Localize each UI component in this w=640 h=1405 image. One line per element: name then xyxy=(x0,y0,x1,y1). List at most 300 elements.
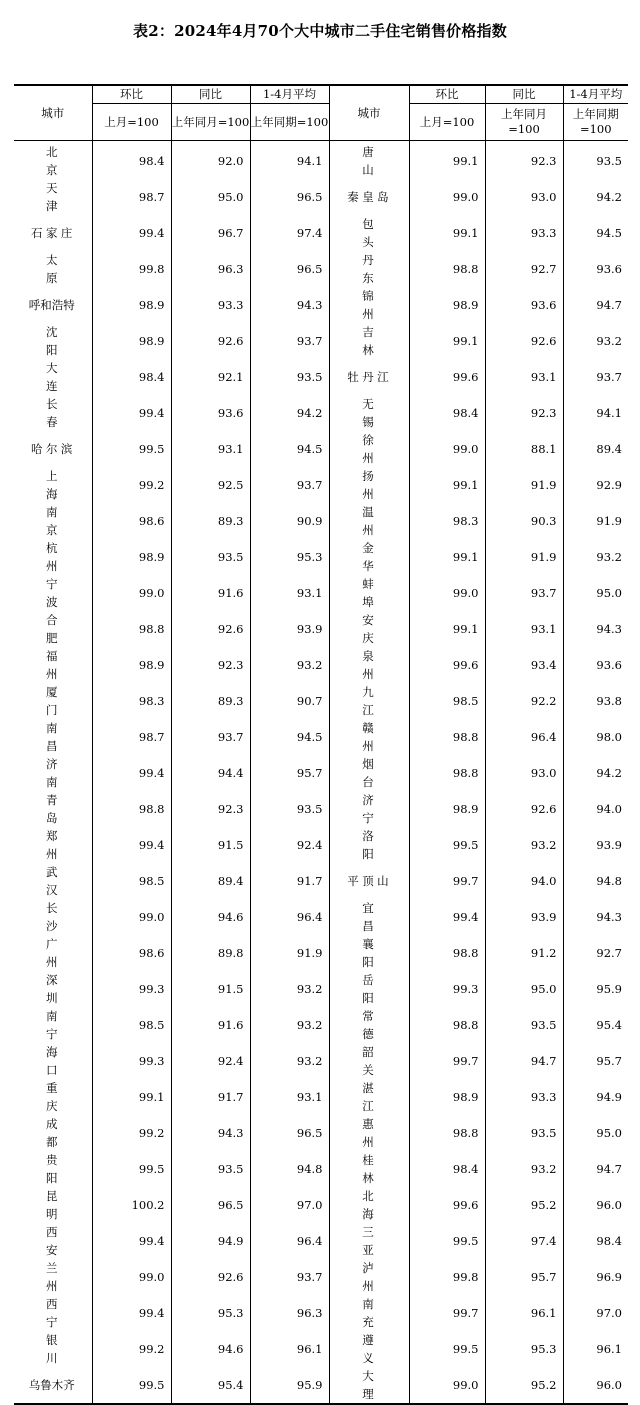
avg-value-right: 95.0 xyxy=(563,1115,628,1151)
mom-value-right: 99.6 xyxy=(409,647,485,683)
table-row xyxy=(14,1187,628,1223)
yoy-value-left: 91.6 xyxy=(171,575,250,611)
yoy-value-right: 93.1 xyxy=(485,359,563,395)
city-name-right: 烟台 xyxy=(329,755,409,791)
avg-value-left: 93.7 xyxy=(250,1259,329,1295)
mom-value-left: 99.0 xyxy=(92,1259,171,1295)
avg-value-left: 93.1 xyxy=(250,1079,329,1115)
city-name-left: 广州 xyxy=(45,937,76,969)
yoy-value-left: 95.3 xyxy=(171,1295,250,1331)
yoy-value-right: 93.7 xyxy=(485,575,563,611)
yoy-value-right: 97.4 xyxy=(485,1223,563,1259)
yoy-value-left: 94.6 xyxy=(171,1331,250,1367)
city-name-right: 洛阳 xyxy=(329,827,409,863)
yoy-value-right: 95.0 xyxy=(485,971,563,1007)
avg-value-left: 93.7 xyxy=(250,323,329,359)
yoy-value-right: 92.7 xyxy=(485,251,563,287)
avg-value-right: 94.9 xyxy=(563,1079,628,1115)
mom-value-left: 98.4 xyxy=(92,359,171,395)
mom-value-left: 99.4 xyxy=(92,395,171,431)
city-name-left: 深圳 xyxy=(45,973,76,1005)
city-name-right: 温州 xyxy=(329,503,409,539)
table-row xyxy=(14,1259,628,1295)
table-row xyxy=(14,359,628,395)
table-row xyxy=(14,141,628,180)
city-name-right: 韶关 xyxy=(329,1043,409,1079)
mom-value-right: 98.4 xyxy=(409,1151,485,1187)
header-mom-base-left: 上月=100 xyxy=(92,104,171,141)
yoy-value-right: 93.3 xyxy=(485,215,563,251)
price-index-table xyxy=(14,84,628,1405)
mom-value-left: 98.9 xyxy=(92,287,171,323)
city-name-right: 泸州 xyxy=(329,1259,409,1295)
yoy-value-left: 94.4 xyxy=(171,755,250,791)
yoy-value-left: 93.6 xyxy=(171,395,250,431)
city-name-right: 九江 xyxy=(329,683,409,719)
city-name-right: 岳阳 xyxy=(329,971,409,1007)
table-row xyxy=(14,791,628,827)
header-city-left: 城市 xyxy=(14,85,92,141)
city-name-right: 泉州 xyxy=(329,647,409,683)
mom-value-right: 99.1 xyxy=(409,539,485,575)
yoy-value-left: 94.9 xyxy=(171,1223,250,1259)
avg-value-right: 94.5 xyxy=(563,215,628,251)
yoy-value-left: 96.5 xyxy=(171,1187,250,1223)
mom-value-right: 98.8 xyxy=(409,755,485,791)
mom-value-left: 100.2 xyxy=(92,1187,171,1223)
city-name-left: 贵阳 xyxy=(45,1153,76,1185)
yoy-value-right: 95.3 xyxy=(485,1331,563,1367)
yoy-value-right: 94.0 xyxy=(485,863,563,899)
avg-value-right: 95.0 xyxy=(563,575,628,611)
header-yoy-base-left: 上年同月=100 xyxy=(171,104,250,141)
table-row xyxy=(14,1295,628,1331)
yoy-value-right: 91.2 xyxy=(485,935,563,971)
yoy-value-left: 89.4 xyxy=(171,863,250,899)
table-row xyxy=(14,755,628,791)
avg-value-left: 93.5 xyxy=(250,359,329,395)
yoy-value-left: 93.5 xyxy=(171,1151,250,1187)
table-row xyxy=(14,431,628,467)
yoy-value-left: 93.5 xyxy=(171,539,250,575)
table-row xyxy=(14,683,628,719)
city-name-left: 青岛 xyxy=(45,793,76,825)
header-mom-right: 环比 xyxy=(409,85,485,104)
city-name-right: 无锡 xyxy=(329,395,409,431)
yoy-value-left: 95.0 xyxy=(171,179,250,215)
avg-value-left: 97.4 xyxy=(250,215,329,251)
city-name-right: 南充 xyxy=(329,1295,409,1331)
city-name-left: 西安 xyxy=(45,1225,76,1257)
mom-value-left: 99.1 xyxy=(92,1079,171,1115)
mom-value-left: 99.0 xyxy=(92,899,171,935)
mom-value-right: 98.8 xyxy=(409,1007,485,1043)
yoy-value-left: 96.7 xyxy=(171,215,250,251)
yoy-value-right: 88.1 xyxy=(485,431,563,467)
header-yoy-left: 同比 xyxy=(171,85,250,104)
mom-value-left: 98.9 xyxy=(92,647,171,683)
yoy-value-right: 95.7 xyxy=(485,1259,563,1295)
yoy-value-right: 95.2 xyxy=(485,1367,563,1404)
yoy-value-left: 94.6 xyxy=(171,899,250,935)
avg-value-left: 94.1 xyxy=(250,141,329,180)
avg-value-left: 91.7 xyxy=(250,863,329,899)
avg-value-left: 90.9 xyxy=(250,503,329,539)
mom-value-left: 99.4 xyxy=(92,827,171,863)
city-name-left: 济南 xyxy=(45,757,76,789)
avg-value-left: 96.4 xyxy=(250,1223,329,1259)
avg-value-left: 93.2 xyxy=(250,1007,329,1043)
yoy-value-left: 92.6 xyxy=(171,611,250,647)
city-name-right: 惠州 xyxy=(329,1115,409,1151)
yoy-value-right: 91.9 xyxy=(485,467,563,503)
mom-value-left: 99.3 xyxy=(92,1043,171,1079)
mom-value-left: 99.4 xyxy=(92,755,171,791)
city-name-left: 天津 xyxy=(45,181,76,213)
city-name-left: 海口 xyxy=(45,1045,76,1077)
mom-value-left: 99.8 xyxy=(92,251,171,287)
city-name-left: 哈尔滨 xyxy=(31,442,76,456)
city-name-right: 包头 xyxy=(329,215,409,251)
yoy-value-left: 92.0 xyxy=(171,141,250,180)
yoy-value-left: 92.6 xyxy=(171,323,250,359)
city-name-right: 蚌埠 xyxy=(329,575,409,611)
city-name-right: 常德 xyxy=(329,1007,409,1043)
city-name-right: 吉林 xyxy=(329,323,409,359)
mom-value-right: 99.0 xyxy=(409,575,485,611)
avg-value-right: 94.8 xyxy=(563,863,628,899)
yoy-value-right: 91.9 xyxy=(485,539,563,575)
table-row xyxy=(14,899,628,935)
city-name-left: 南京 xyxy=(45,505,76,537)
mom-value-right: 98.8 xyxy=(409,719,485,755)
mom-value-right: 98.5 xyxy=(409,683,485,719)
header-avg-left: 1-4月平均 xyxy=(250,85,329,104)
city-name-right: 宜昌 xyxy=(329,899,409,935)
table-row xyxy=(14,215,628,251)
mom-value-right: 99.1 xyxy=(409,611,485,647)
mom-value-right: 99.1 xyxy=(409,467,485,503)
city-name-left: 北京 xyxy=(45,145,76,177)
yoy-value-left: 93.1 xyxy=(171,431,250,467)
table-row xyxy=(14,719,628,755)
city-name-right: 丹东 xyxy=(329,251,409,287)
avg-value-left: 94.8 xyxy=(250,1151,329,1187)
city-name-right: 赣州 xyxy=(329,719,409,755)
yoy-value-left: 92.3 xyxy=(171,647,250,683)
avg-value-right: 92.7 xyxy=(563,935,628,971)
yoy-value-right: 93.6 xyxy=(485,287,563,323)
avg-value-right: 93.6 xyxy=(563,647,628,683)
yoy-value-right: 92.3 xyxy=(485,395,563,431)
city-name-right: 遵义 xyxy=(329,1331,409,1367)
table-row xyxy=(14,179,628,215)
yoy-value-left: 93.7 xyxy=(171,719,250,755)
yoy-value-left: 96.3 xyxy=(171,251,250,287)
city-name-left: 郑州 xyxy=(45,829,76,861)
avg-value-right: 94.3 xyxy=(563,611,628,647)
table-row xyxy=(14,935,628,971)
yoy-value-left: 92.6 xyxy=(171,1259,250,1295)
table-row xyxy=(14,503,628,539)
mom-value-left: 99.2 xyxy=(92,1115,171,1151)
yoy-value-right: 92.3 xyxy=(485,141,563,180)
city-name-right: 桂林 xyxy=(329,1151,409,1187)
header-avg-base-right: 上年同期=100 xyxy=(563,104,628,141)
avg-value-left: 96.4 xyxy=(250,899,329,935)
avg-value-right: 94.7 xyxy=(563,1151,628,1187)
avg-value-left: 96.1 xyxy=(250,1331,329,1367)
avg-value-right: 98.4 xyxy=(563,1223,628,1259)
yoy-value-left: 89.3 xyxy=(171,503,250,539)
table-row xyxy=(14,1043,628,1079)
city-name-right: 大理 xyxy=(329,1367,409,1404)
avg-value-right: 93.2 xyxy=(563,323,628,359)
mom-value-right: 99.7 xyxy=(409,863,485,899)
header-avg-right: 1-4月平均 xyxy=(563,85,628,104)
table-row xyxy=(14,539,628,575)
yoy-value-right: 94.7 xyxy=(485,1043,563,1079)
city-name-right: 襄阳 xyxy=(329,935,409,971)
mom-value-left: 99.5 xyxy=(92,1151,171,1187)
city-name-left: 银川 xyxy=(45,1333,76,1365)
mom-value-left: 98.5 xyxy=(92,1007,171,1043)
yoy-value-left: 89.8 xyxy=(171,935,250,971)
city-name-right: 金华 xyxy=(329,539,409,575)
mom-value-left: 98.7 xyxy=(92,719,171,755)
avg-value-left: 90.7 xyxy=(250,683,329,719)
yoy-value-right: 96.1 xyxy=(485,1295,563,1331)
yoy-value-left: 92.4 xyxy=(171,1043,250,1079)
city-name-right: 锦州 xyxy=(329,287,409,323)
mom-value-right: 99.6 xyxy=(409,1187,485,1223)
city-name-left: 兰州 xyxy=(45,1261,76,1293)
mom-value-left: 99.4 xyxy=(92,1223,171,1259)
avg-value-left: 93.9 xyxy=(250,611,329,647)
city-name-right: 安庆 xyxy=(329,611,409,647)
yoy-value-right: 93.4 xyxy=(485,647,563,683)
header-mom-left: 环比 xyxy=(92,85,171,104)
table-row xyxy=(14,1079,628,1115)
avg-value-left: 96.5 xyxy=(250,179,329,215)
table-row xyxy=(14,395,628,431)
avg-value-right: 95.7 xyxy=(563,1043,628,1079)
mom-value-right: 99.8 xyxy=(409,1259,485,1295)
avg-value-left: 97.0 xyxy=(250,1187,329,1223)
avg-value-right: 93.6 xyxy=(563,251,628,287)
mom-value-right: 98.9 xyxy=(409,791,485,827)
table-row xyxy=(14,1115,628,1151)
yoy-value-right: 92.2 xyxy=(485,683,563,719)
avg-value-right: 97.0 xyxy=(563,1295,628,1331)
yoy-value-right: 93.0 xyxy=(485,179,563,215)
avg-value-right: 94.2 xyxy=(563,755,628,791)
city-name-left: 石家庄 xyxy=(31,226,76,240)
avg-value-right: 93.2 xyxy=(563,539,628,575)
mom-value-right: 99.5 xyxy=(409,1223,485,1259)
yoy-value-right: 93.2 xyxy=(485,827,563,863)
city-name-left: 南宁 xyxy=(45,1009,76,1041)
avg-value-right: 96.9 xyxy=(563,1259,628,1295)
avg-value-right: 93.5 xyxy=(563,141,628,180)
yoy-value-right: 90.3 xyxy=(485,503,563,539)
avg-value-right: 96.1 xyxy=(563,1331,628,1367)
city-name-left: 太原 xyxy=(45,253,76,285)
city-name-right: 牡丹江 xyxy=(329,359,409,395)
city-name-left: 乌鲁木齐 xyxy=(14,1367,92,1404)
table-header xyxy=(14,85,628,141)
yoy-value-right: 93.3 xyxy=(485,1079,563,1115)
city-name-right: 平顶山 xyxy=(329,863,409,899)
yoy-value-left: 93.3 xyxy=(171,287,250,323)
city-name-left: 杭州 xyxy=(45,541,76,573)
avg-value-left: 93.2 xyxy=(250,647,329,683)
avg-value-right: 95.9 xyxy=(563,971,628,1007)
mom-value-left: 98.9 xyxy=(92,539,171,575)
avg-value-right: 93.9 xyxy=(563,827,628,863)
mom-value-left: 99.0 xyxy=(92,575,171,611)
avg-value-right: 96.0 xyxy=(563,1367,628,1404)
table-row xyxy=(14,647,628,683)
city-name-left: 福州 xyxy=(45,649,76,681)
mom-value-left: 98.9 xyxy=(92,323,171,359)
mom-value-right: 98.3 xyxy=(409,503,485,539)
avg-value-right: 98.0 xyxy=(563,719,628,755)
mom-value-right: 98.9 xyxy=(409,287,485,323)
city-name-left: 西宁 xyxy=(45,1297,76,1329)
mom-value-right: 99.7 xyxy=(409,1043,485,1079)
mom-value-right: 99.1 xyxy=(409,141,485,180)
avg-value-right: 96.0 xyxy=(563,1187,628,1223)
mom-value-right: 99.0 xyxy=(409,431,485,467)
city-name-left: 大连 xyxy=(45,361,76,393)
mom-value-right: 99.5 xyxy=(409,827,485,863)
mom-value-right: 98.8 xyxy=(409,1115,485,1151)
avg-value-left: 93.5 xyxy=(250,791,329,827)
yoy-value-left: 91.5 xyxy=(171,971,250,1007)
city-name-right: 北海 xyxy=(329,1187,409,1223)
avg-value-left: 92.4 xyxy=(250,827,329,863)
table-row xyxy=(14,1223,628,1259)
table-row xyxy=(14,323,628,359)
city-name-left: 厦门 xyxy=(45,685,76,717)
yoy-value-left: 92.5 xyxy=(171,467,250,503)
yoy-value-right: 93.2 xyxy=(485,1151,563,1187)
city-name-left: 沈阳 xyxy=(45,325,76,357)
yoy-value-left: 94.3 xyxy=(171,1115,250,1151)
mom-value-left: 98.3 xyxy=(92,683,171,719)
mom-value-left: 98.8 xyxy=(92,791,171,827)
yoy-value-right: 92.6 xyxy=(485,791,563,827)
city-name-left: 成都 xyxy=(45,1117,76,1149)
table-row xyxy=(14,467,628,503)
yoy-value-right: 93.0 xyxy=(485,755,563,791)
yoy-value-right: 92.6 xyxy=(485,323,563,359)
yoy-value-left: 89.3 xyxy=(171,683,250,719)
city-name-left: 南昌 xyxy=(45,721,76,753)
mom-value-right: 99.3 xyxy=(409,971,485,1007)
table-row xyxy=(14,251,628,287)
yoy-value-left: 92.3 xyxy=(171,791,250,827)
mom-value-left: 99.2 xyxy=(92,467,171,503)
avg-value-left: 94.5 xyxy=(250,431,329,467)
city-name-left: 上海 xyxy=(45,469,76,501)
table-row xyxy=(14,1151,628,1187)
mom-value-left: 99.5 xyxy=(92,431,171,467)
city-name-right: 扬州 xyxy=(329,467,409,503)
mom-value-right: 98.8 xyxy=(409,251,485,287)
avg-value-right: 94.3 xyxy=(563,899,628,935)
yoy-value-right: 95.2 xyxy=(485,1187,563,1223)
yoy-value-right: 93.1 xyxy=(485,611,563,647)
mom-value-left: 99.4 xyxy=(92,215,171,251)
mom-value-left: 99.4 xyxy=(92,1295,171,1331)
city-name-right: 三亚 xyxy=(329,1223,409,1259)
city-name-right: 济宁 xyxy=(329,791,409,827)
mom-value-right: 99.0 xyxy=(409,1367,485,1404)
avg-value-right: 94.1 xyxy=(563,395,628,431)
avg-value-left: 95.3 xyxy=(250,539,329,575)
avg-value-left: 93.7 xyxy=(250,467,329,503)
city-name-left: 宁波 xyxy=(45,577,76,609)
table-row xyxy=(14,1367,628,1404)
city-name-right: 秦皇岛 xyxy=(329,179,409,215)
table-row xyxy=(14,971,628,1007)
mom-value-left: 98.5 xyxy=(92,863,171,899)
avg-value-right: 93.7 xyxy=(563,359,628,395)
header-city-right: 城市 xyxy=(329,85,409,141)
table-row xyxy=(14,827,628,863)
mom-value-left: 98.7 xyxy=(92,179,171,215)
city-name-left: 武汉 xyxy=(45,865,76,897)
table-body xyxy=(14,141,628,1405)
yoy-value-left: 91.7 xyxy=(171,1079,250,1115)
avg-value-left: 96.3 xyxy=(250,1295,329,1331)
city-name-left: 长沙 xyxy=(45,901,76,933)
yoy-value-right: 96.4 xyxy=(485,719,563,755)
mom-value-right: 99.1 xyxy=(409,323,485,359)
yoy-value-left: 95.4 xyxy=(171,1367,250,1404)
mom-value-right: 99.4 xyxy=(409,899,485,935)
mom-value-left: 98.8 xyxy=(92,611,171,647)
table-row xyxy=(14,1007,628,1043)
yoy-value-right: 93.9 xyxy=(485,899,563,935)
header-yoy-base-right: 上年同月=100 xyxy=(485,104,563,141)
avg-value-left: 93.2 xyxy=(250,971,329,1007)
yoy-value-left: 91.6 xyxy=(171,1007,250,1043)
avg-value-right: 94.0 xyxy=(563,791,628,827)
table-row xyxy=(14,287,628,323)
mom-value-left: 99.2 xyxy=(92,1331,171,1367)
table-row xyxy=(14,611,628,647)
mom-value-right: 99.5 xyxy=(409,1331,485,1367)
table-row xyxy=(14,575,628,611)
city-name-right: 徐州 xyxy=(329,431,409,467)
avg-value-right: 93.8 xyxy=(563,683,628,719)
header-mom-base-right: 上月=100 xyxy=(409,104,485,141)
yoy-value-right: 93.5 xyxy=(485,1115,563,1151)
avg-value-left: 94.3 xyxy=(250,287,329,323)
mom-value-right: 98.9 xyxy=(409,1079,485,1115)
city-name-left: 合肥 xyxy=(45,613,76,645)
avg-value-right: 91.9 xyxy=(563,503,628,539)
mom-value-left: 98.6 xyxy=(92,503,171,539)
mom-value-right: 99.6 xyxy=(409,359,485,395)
mom-value-right: 99.0 xyxy=(409,179,485,215)
yoy-value-right: 93.5 xyxy=(485,1007,563,1043)
avg-value-right: 92.9 xyxy=(563,467,628,503)
header-yoy-right: 同比 xyxy=(485,85,563,104)
